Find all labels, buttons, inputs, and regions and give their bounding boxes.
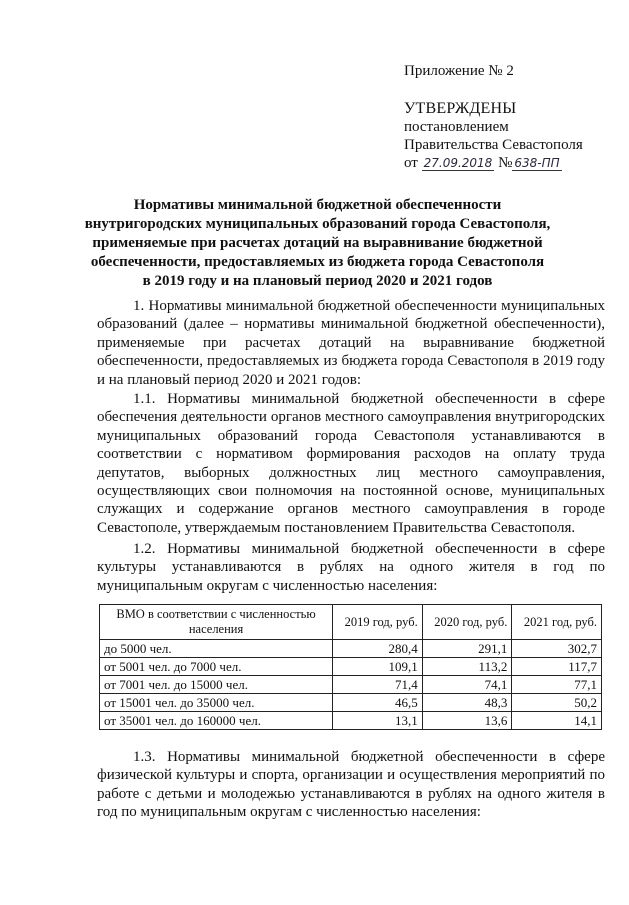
table-cell: 71,4 [333,676,423,694]
table-row [100,712,602,730]
handwritten-date: 27.09.2018 [423,156,493,170]
table-cell: 302,7 [512,640,602,658]
table-header-row [100,605,602,640]
column-header: 2021 год, руб. [512,605,602,640]
paragraph-1-2 [97,540,605,595]
table-cell: 46,5 [333,694,423,712]
title-line: внутригородских муниципальных образований города Севастополя, [84,216,551,232]
table-cell: от 35001 чел. до 160000 чел. [100,712,333,730]
approval-date-line [404,154,624,172]
paragraph-text: 1. Нормативы минимальной бюджетной обеспеченности муниципальных образований (далее – нормативы минимальной бюджетной обеспеченности), применяемые при расчетах дотаций на выравнивание бюджетной обеспеченности, предоставляемых из бюджета города Севастополя в 2019 году и на плановый период 2020 и 2021 годов: [97,298,605,388]
number-label: № [498,155,513,171]
table-cell: 13,1 [333,712,423,730]
column-header: 2020 год, руб. [422,605,512,640]
title-line: применяемые при расчетах дотаций на выравнивание бюджетной [92,235,543,251]
approved-heading: УТВЕРЖДЕНЫ [404,100,517,117]
table-cell: 280,4 [333,640,423,658]
approval-line-2: Правительства Севастополя [404,137,583,153]
column-header: 2019 год, руб. [333,605,423,640]
annex-label: Приложение № 2 [404,63,514,79]
paragraph-text: 1.3. Нормативы минимальной бюджетной обеспеченности в сфере физической культуры и спорта, организации и осуществления мероприятий по работе с детьми и молодежью устанавливаются в рублях на одного жителя в год по муниципальным округам с численностью населения: [97,749,605,821]
table-cell: до 5000 чел. [100,640,333,658]
document-title [80,196,555,291]
paragraph-1-1 [97,390,605,537]
table-cell: 48,3 [422,694,512,712]
handwritten-number: 638-ПП [514,156,560,170]
table-cell: от 15001 чел. до 35000 чел. [100,694,333,712]
title-line: в 2019 году и на плановый период 2020 и 2021 годов [142,273,493,289]
table-row [100,640,602,658]
table-row [100,694,602,712]
table-row [100,658,602,676]
approval-block [404,62,624,172]
from-label: от [404,155,418,171]
table-cell: 109,1 [333,658,423,676]
table-cell: 113,2 [422,658,512,676]
table-cell: 74,1 [422,676,512,694]
norms-table [99,604,602,730]
paragraph-text: 1.2. Нормативы минимальной бюджетной обеспеченности в сфере культуры устанавливаются в рублях на одного жителя в год по муниципальным округам с численностью населения: [97,541,605,594]
table-cell: 50,2 [512,694,602,712]
table-cell: от 7001 чел. до 15000 чел. [100,676,333,694]
table-cell: 77,1 [512,676,602,694]
table-cell: 14,1 [512,712,602,730]
table-cell: 291,1 [422,640,512,658]
table-cell: от 5001 чел. до 7000 чел. [100,658,333,676]
table-cell: 117,7 [512,658,602,676]
paragraph-1 [97,297,605,389]
table-cell: 13,6 [422,712,512,730]
title-line: обеспеченности, предоставляемых из бюджета города Севастополя [90,254,545,270]
approval-line-1: постановлением [404,119,509,135]
title-line: Нормативы минимальной бюджетной обеспеченности [133,197,502,213]
paragraph-1-3 [97,748,605,822]
table-row [100,676,602,694]
paragraph-text: 1.1. Нормативы минимальной бюджетной обеспеченности в сфере обеспечения деятельности органов местного самоуправления внутригородских муниципальных образований города Севастополя устанавливаются в соответствии с нормативом формирования расходов на оплату труда депутатов, выборных должностных лиц местного самоуправления, осуществляющих свои полномочия на постоянной основе, муниципальных служащих и содержание органов местного самоуправления в городе Севастополе, утверждаемым постановлением Правительства Севастополя. [97,391,605,536]
column-header: ВМО в соответствии с численностью населения [100,605,333,640]
